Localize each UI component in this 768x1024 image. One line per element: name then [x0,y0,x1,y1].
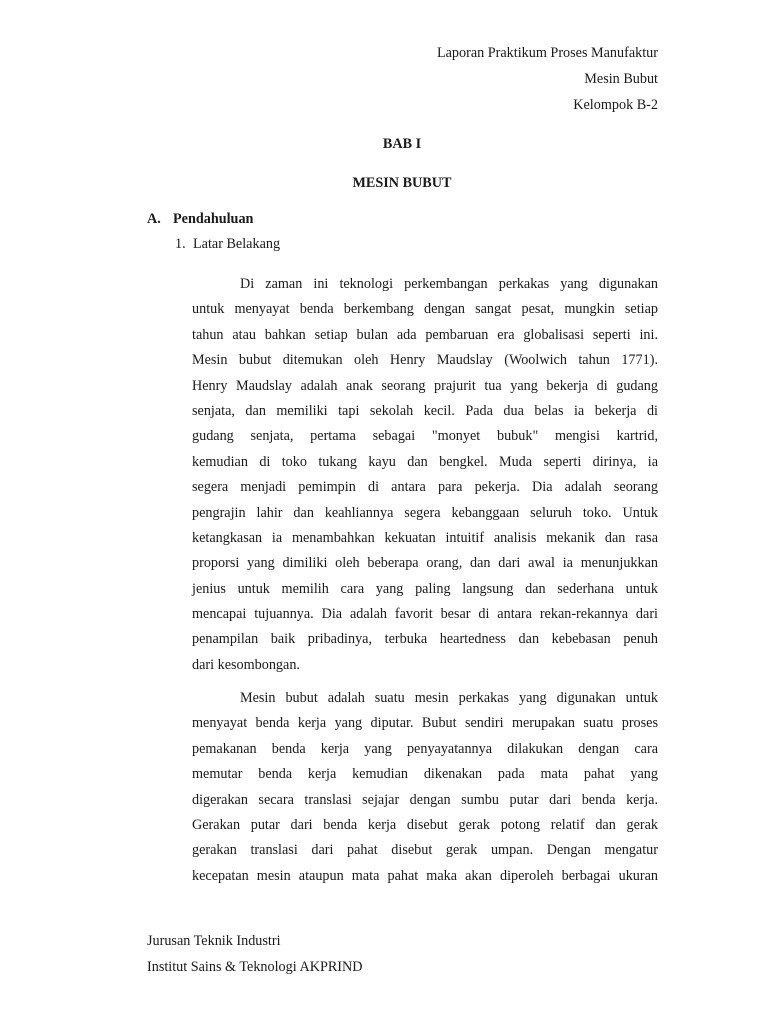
paragraph-line: tahun atau bahkan setiap bulan ada pembaruan era globalisasi seperti ini. [192,326,658,343]
paragraph-line: dari kesombongan. [192,656,300,673]
chapter-number: BAB I [382,136,422,152]
footer-institution: Institut Sains & Teknologi AKPRIND [147,959,363,975]
paragraph-line: pemakanan benda kerja yang penyayatannya dilakukan dengan cara [192,740,658,757]
paragraph-line: Henry Maudslay adalah anak seorang prajurit tua yang bekerja di gudang [192,377,658,394]
paragraph-line: ketangkasan ia menambahkan kekuatan intuitif analisis mekanik dan rasa [192,529,658,546]
header-report-title: Laporan Praktikum Proses Manufaktur [436,45,658,61]
paragraph-line: segera menjadi pemimpin di antara para pekerja. Dia adalah seorang [192,479,658,496]
subsection-number: 1. [175,236,186,252]
section-letter: A. [147,211,161,227]
header-subject: Mesin Bubut [584,71,658,87]
paragraph-line: Mesin bubut ditemukan oleh Henry Maudslay (Woolwich tahun 1771). [192,352,658,369]
paragraph-line: Mesin bubut adalah suatu mesin perkakas yang digunakan untuk [240,690,658,706]
paragraph-history [192,272,658,678]
paragraph-line: pengrajin lahir dan keahliannya segera kebanggaan seluruh toko. Untuk [192,504,658,521]
section-heading [147,211,253,228]
header-group: Kelompok B-2 [573,97,658,113]
paragraph-line: memutar benda kerja kemudian dikenakan pada mata pahat yang [192,766,658,783]
paragraph-line: untuk menyayat benda berkembang dengan sangat pesat, mungkin setiap [192,301,658,318]
paragraph-line: Di zaman ini teknologi perkembangan perkakas yang digunakan [240,276,658,292]
section-title: Pendahuluan [173,211,254,227]
subsection-title: Latar Belakang [193,236,281,252]
page-footer [147,928,363,980]
page-header [437,40,658,118]
subsection-heading [175,236,280,253]
paragraph-definition [192,686,658,889]
paragraph-line: jenius untuk memilih cara yang paling langsung dan sederhana untuk [192,580,658,597]
footer-department: Jurusan Teknik Industri [147,933,281,949]
paragraph-line: mencapai tujuannya. Dia adalah favorit besar di antara rekan-rekannya dari [192,606,658,623]
paragraph-line: kemudian di toko tukang kayu dan bengkel. Muda seperti dirinya, ia [192,453,658,470]
paragraph-line: gudang senjata, pertama sebagai "monyet bubuk" mengisi kartrid, [192,428,658,445]
chapter-title: MESIN BUBUT [352,175,452,191]
paragraph-line: gerakan translasi dari pahat disebut gerak umpan. Dengan mengatur [192,842,658,859]
paragraph-line: Gerakan putar dari benda kerja disebut gerak potong relatif dan gerak [192,816,658,833]
paragraph-line: proporsi yang dimiliki oleh beberapa orang, dan dari awal ia menunjukkan [192,555,658,572]
paragraph-line: menyayat benda kerja yang diputar. Bubut sendiri merupakan suatu proses [192,715,658,732]
paragraph-line: kecepatan mesin ataupun mata pahat maka akan diperoleh berbagai ukuran [192,867,658,884]
paragraph-line: senjata, dan memiliki tapi sekolah kecil. Pada dua belas ia bekerja di [192,402,658,419]
paragraph-line: digerakan secara translasi sejajar dengan sumbu putar dari benda kerja. [192,791,658,808]
paragraph-line: penampilan baik pribadinya, terbuka heartedness dan kebebasan penuh [192,631,658,648]
